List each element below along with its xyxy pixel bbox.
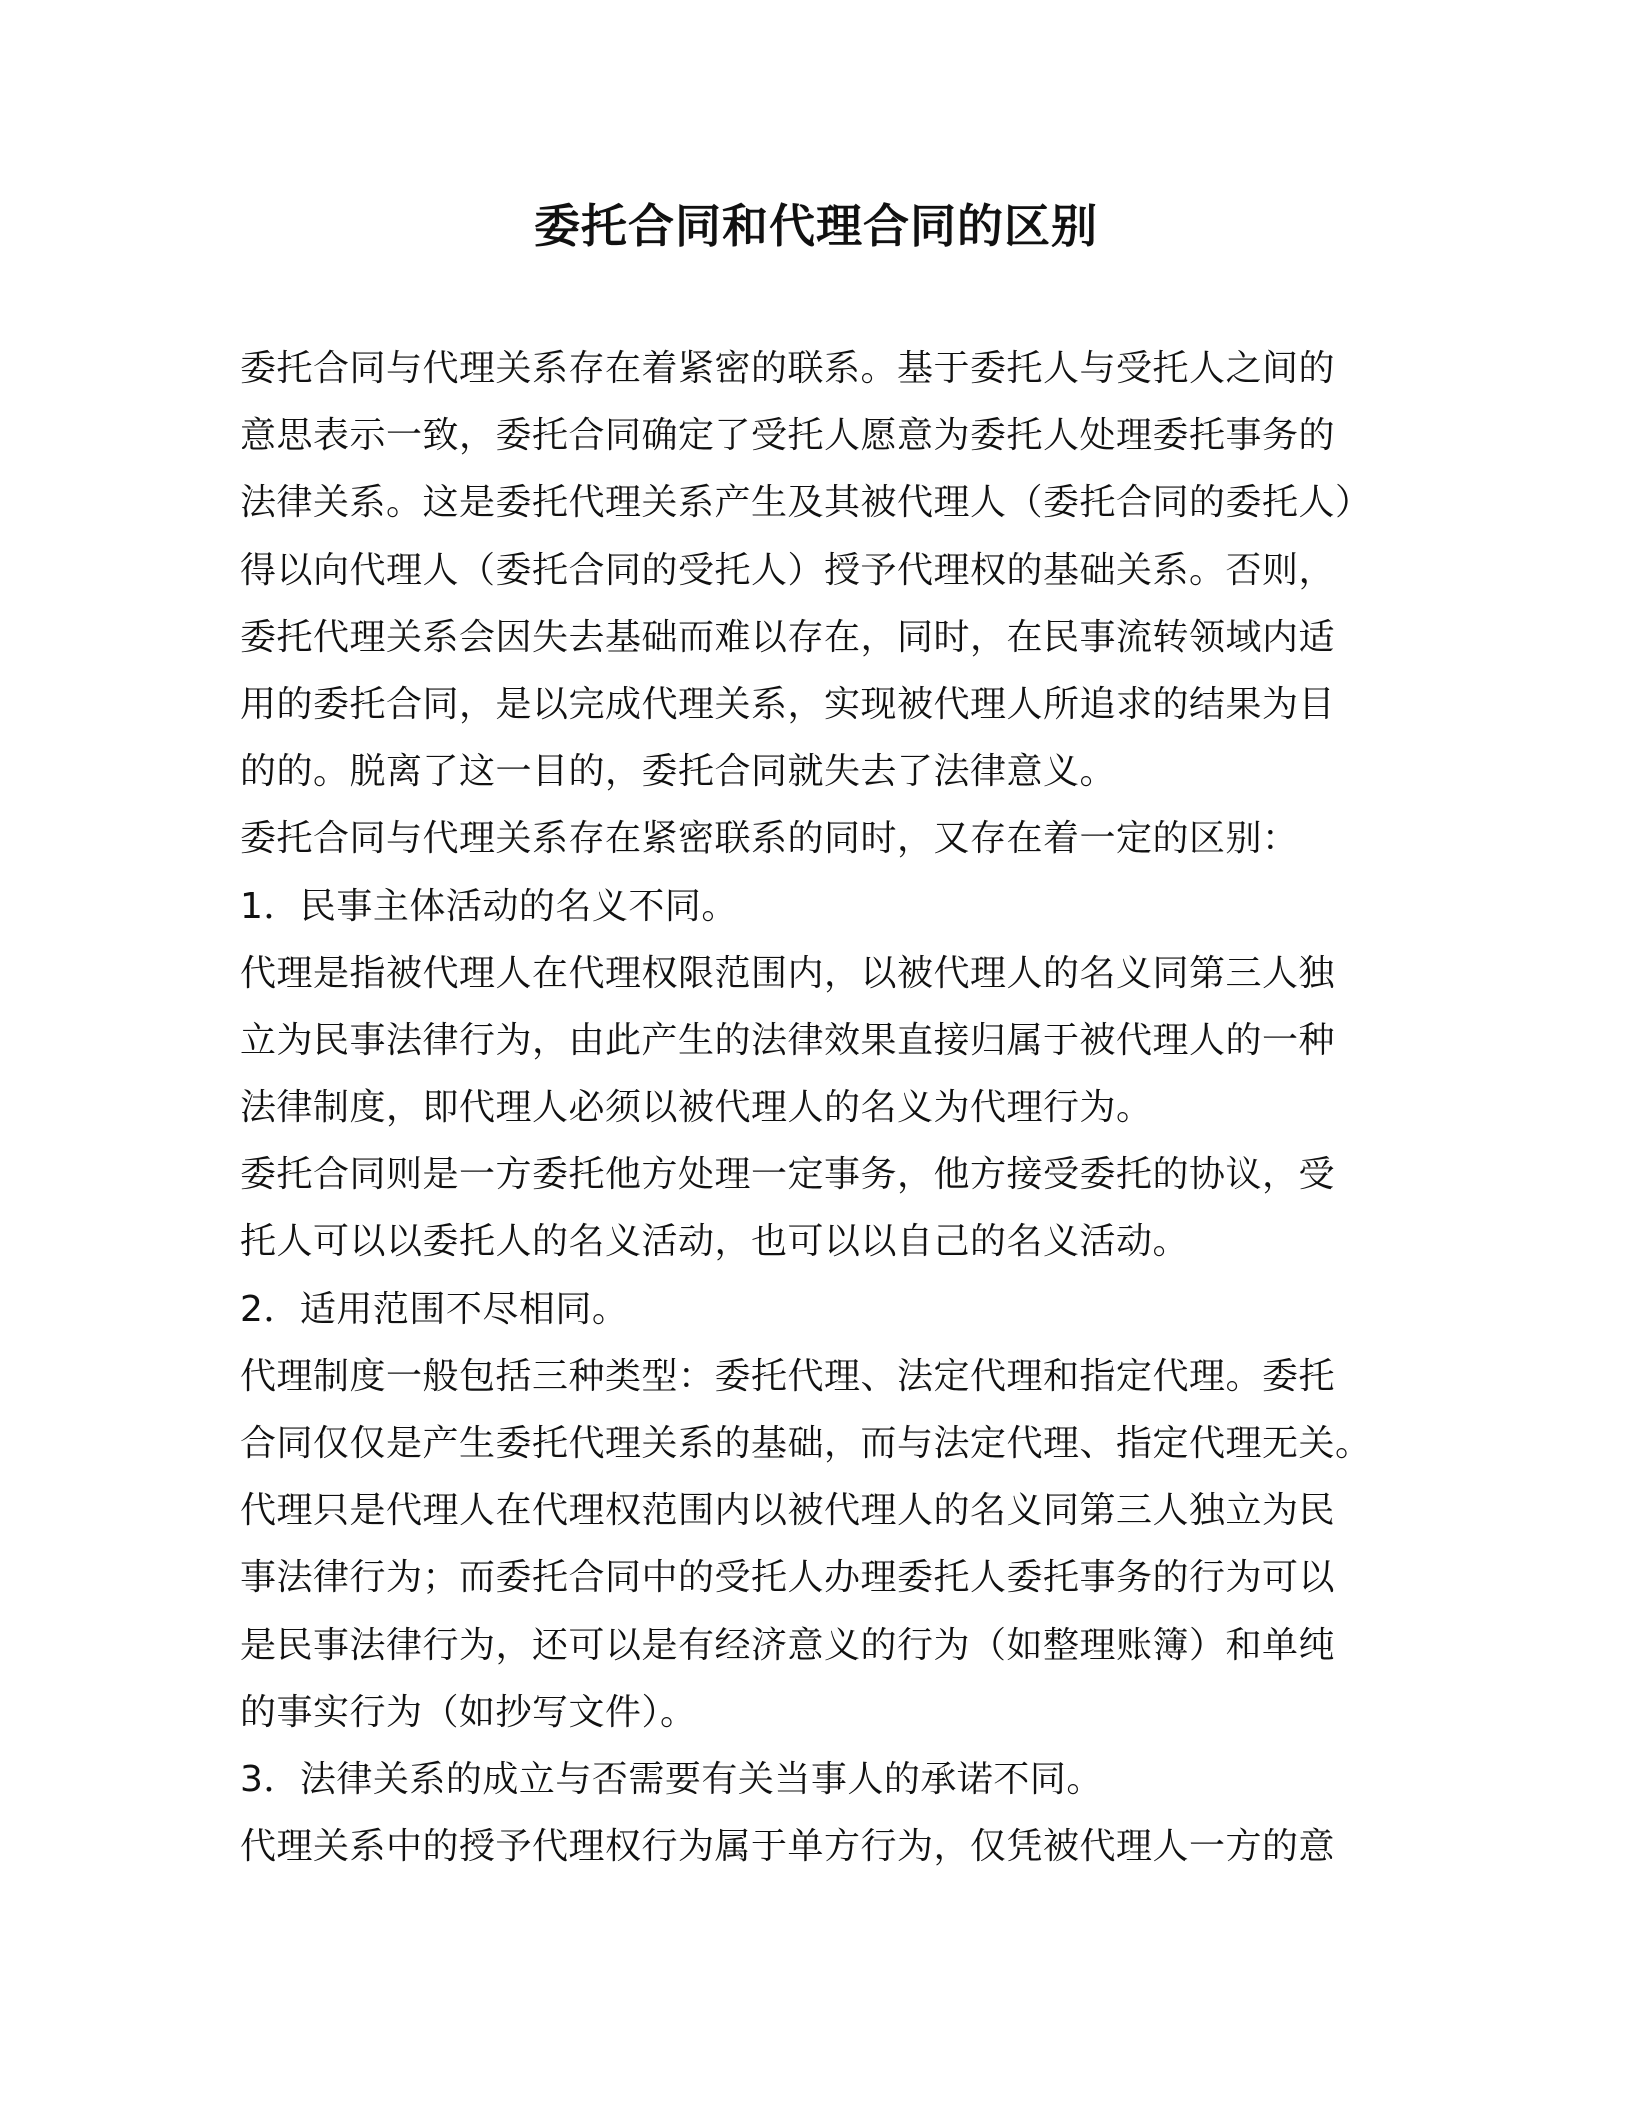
document-title: 委托合同和代理合同的区别 [534, 199, 1098, 253]
body-line: 托人可以以委托人的名义活动，也可以以自己的名义活动。 [240, 1221, 1190, 1263]
body-line: 委托合同则是一方委托他方处理一定事务，他方接受委托的协议，受 [240, 1154, 1336, 1196]
body-line: 得以向代理人（委托合同的受托人）授予代理权的基础关系。否则， [240, 549, 1336, 591]
body-line: 委托合同与代理关系存在紧密联系的同时，又存在着一定的区别： [240, 818, 1299, 860]
body-line: 法律关系。这是委托代理关系产生及其被代理人（委托合同的委托人） [240, 482, 1372, 524]
document-body [240, 335, 1390, 1880]
body-line: 立为民事法律行为，由此产生的法律效果直接归属于被代理人的一种 [240, 1019, 1336, 1061]
section-heading-3: 3．法律关系的成立与否需要有关当事人的承诺不同。 [240, 1758, 1103, 1800]
body-line: 意思表示一致，委托合同确定了受托人愿意为委托人处理委托事务的 [240, 415, 1336, 457]
body-line: 委托代理关系会因失去基础而难以存在，同时，在民事流转领域内适 [240, 616, 1336, 658]
body-line: 代理只是代理人在代理权范围内以被代理人的名义同第三人独立为民 [240, 1490, 1336, 1532]
body-line: 委托合同与代理关系存在着紧密的联系。基于委托人与受托人之间的 [240, 348, 1336, 389]
body-line: 的事实行为（如抄写文件）。 [240, 1691, 697, 1733]
body-line: 是民事法律行为，还可以是有经济意义的行为（如整理账簿）和单纯 [240, 1624, 1336, 1666]
section-heading-1: 1．民事主体活动的名义不同。 [240, 885, 738, 927]
body-line: 的的。脱离了这一目的，委托合同就失去了法律意义。 [240, 751, 1117, 793]
body-line: 代理是指被代理人在代理权限范围内，以被代理人的名义同第三人独 [240, 952, 1336, 994]
body-line: 事法律行为；而委托合同中的受托人办理委托人委托事务的行为可以 [240, 1557, 1336, 1599]
body-line: 用的委托合同，是以完成代理关系，实现被代理人所追求的结果为目 [240, 683, 1336, 725]
body-line: 代理关系中的授予代理权行为属于单方行为，仅凭被代理人一方的意 [240, 1826, 1336, 1868]
body-line: 代理制度一般包括三种类型：委托代理、法定代理和指定代理。委托 [240, 1355, 1336, 1397]
body-line: 法律制度，即代理人必须以被代理人的名义为代理行为。 [240, 1087, 1153, 1129]
body-line: 合同仅仅是产生委托代理关系的基础，而与法定代理、指定代理无关。 [240, 1423, 1372, 1464]
section-heading-2: 2．适用范围不尽相同。 [240, 1288, 629, 1330]
